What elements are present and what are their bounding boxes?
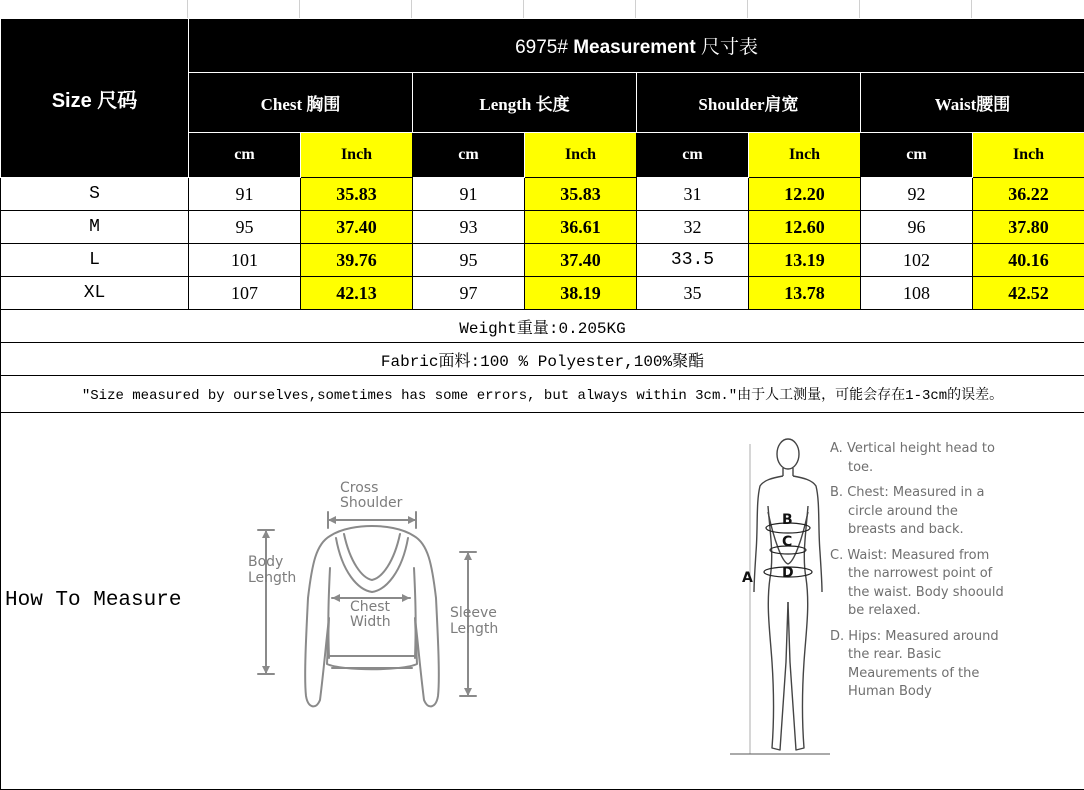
weight-info: Weight重量:0.205KG xyxy=(1,310,1084,343)
fabric-info: Fabric面料:100 % Polyester,100%聚酯 xyxy=(1,343,1084,376)
label-sleeve-length: Length xyxy=(450,621,499,637)
note-letter: C. xyxy=(830,547,844,563)
cell: 107 xyxy=(189,277,301,310)
cell: 36.22 xyxy=(973,178,1084,211)
group-chest: Chest 胸围 xyxy=(189,73,413,133)
unit-cm: cm xyxy=(189,133,301,178)
cell: 93 xyxy=(413,211,525,244)
measurement-notes xyxy=(830,440,1005,709)
how-to-measure-label: How To Measure xyxy=(5,589,182,612)
body-figure-diagram xyxy=(720,432,830,762)
cell: 108 xyxy=(861,277,973,310)
table-title xyxy=(189,19,1084,73)
cell: 97 xyxy=(413,277,525,310)
figure-letter-d: D xyxy=(782,565,794,581)
note-c xyxy=(830,547,1005,621)
cell: 12.20 xyxy=(749,178,861,211)
group-shoulder: Shoulder肩宽 xyxy=(637,73,861,133)
unit-cm: cm xyxy=(637,133,749,178)
note-text: Waist: Measured from the narrowest point of the waist. Body shoould be relaxed. xyxy=(847,547,1004,618)
note-letter: A. xyxy=(830,441,843,456)
size-header: Size 尺码 xyxy=(1,19,189,178)
cell: 35.83 xyxy=(525,178,637,211)
cell: 102 xyxy=(861,244,973,277)
top-border-strip xyxy=(0,0,1084,19)
unit-inch: Inch xyxy=(525,133,637,178)
unit-inch: Inch xyxy=(301,133,413,178)
figure-letter-b: B xyxy=(782,512,793,528)
title-cn: 尺寸表 xyxy=(700,37,758,58)
table-row xyxy=(1,178,1084,211)
cell: 36.61 xyxy=(525,211,637,244)
cell: 96 xyxy=(861,211,973,244)
group-length: Length 长度 xyxy=(413,73,637,133)
cell: 39.76 xyxy=(301,244,413,277)
cell: 13.78 xyxy=(749,277,861,310)
cell: 91 xyxy=(413,178,525,211)
note-b xyxy=(830,484,1005,540)
table-row xyxy=(1,277,1084,310)
label-cross: Cross xyxy=(340,480,379,496)
unit-cm: cm xyxy=(413,133,525,178)
note-text: Chest: Measured in a circle around the breasts and back. xyxy=(847,485,985,537)
table-row xyxy=(1,244,1084,277)
note-letter: D. xyxy=(830,628,845,644)
figure-letter-a: A xyxy=(742,570,753,586)
cell: 35.83 xyxy=(301,178,413,211)
cell: 33.5 xyxy=(637,244,749,277)
sweater-measure-diagram xyxy=(232,468,512,718)
cell: 95 xyxy=(189,211,301,244)
note-d xyxy=(830,628,1005,702)
cell: 91 xyxy=(189,178,301,211)
unit-inch: Inch xyxy=(973,133,1084,178)
label-chest: Chest xyxy=(350,599,391,615)
cell: 101 xyxy=(189,244,301,277)
cell: 37.80 xyxy=(973,211,1084,244)
label-chest-width: Width xyxy=(350,614,391,630)
unit-inch: Inch xyxy=(749,133,861,178)
figure-letter-c: C xyxy=(782,534,793,550)
cell: 42.13 xyxy=(301,277,413,310)
unit-cm: cm xyxy=(861,133,973,178)
cell: 42.52 xyxy=(973,277,1084,310)
cell: 92 xyxy=(861,178,973,211)
label-sleeve: Sleeve xyxy=(450,605,497,621)
label-body: Body xyxy=(248,554,284,570)
note-letter: B. xyxy=(830,485,844,500)
cell: 13.19 xyxy=(749,244,861,277)
cell: 95 xyxy=(413,244,525,277)
size-cell: M xyxy=(1,211,189,244)
cell: 12.60 xyxy=(749,211,861,244)
cell: 32 xyxy=(637,211,749,244)
label-shoulder: Shoulder xyxy=(340,495,403,511)
table-row xyxy=(1,211,1084,244)
title-bold: Measurement xyxy=(573,37,696,58)
note-a xyxy=(830,440,1005,477)
cell: 37.40 xyxy=(525,244,637,277)
size-cell: S xyxy=(1,178,189,211)
cell: 38.19 xyxy=(525,277,637,310)
cell: 31 xyxy=(637,178,749,211)
size-cell: L xyxy=(1,244,189,277)
label-body-length: Length xyxy=(248,570,297,586)
cell: 40.16 xyxy=(973,244,1084,277)
cell: 37.40 xyxy=(301,211,413,244)
group-waist: Waist腰围 xyxy=(861,73,1084,133)
note-text: Vertical height head to toe. xyxy=(846,441,995,475)
note-text: Hips: Measured around the rear. Basic Meaurements of the Human Body xyxy=(848,628,999,699)
size-cell: XL xyxy=(1,277,189,310)
measurement-note: "Size measured by ourselves,sometimes has some errors, but always within 3cm."由于人工测量，可能会存在1-3cm的误差。 xyxy=(1,376,1084,413)
title-prefix: 6975# xyxy=(515,37,568,58)
cell: 35 xyxy=(637,277,749,310)
